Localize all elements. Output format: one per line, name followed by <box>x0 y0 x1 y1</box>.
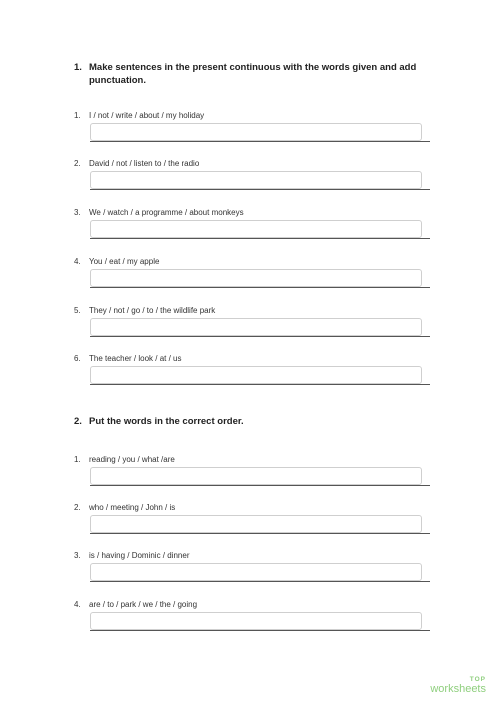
section-1-heading <box>74 61 454 87</box>
item-number: 6. <box>74 354 81 363</box>
answer-underline <box>90 485 430 486</box>
logo-main-text: worksheets <box>430 683 486 695</box>
answer-field[interactable] <box>90 366 422 384</box>
section-2-heading <box>74 415 454 428</box>
section-title: Make sentences in the present continuous with the words given and add punctuation. <box>89 62 417 86</box>
answer-underline <box>90 189 430 190</box>
section-number: 1. <box>74 62 82 73</box>
item-prompt: are / to / park / we / the / going <box>89 600 198 609</box>
answer-field[interactable] <box>90 563 422 581</box>
exercise-item <box>74 599 434 610</box>
exercise-item <box>74 353 434 364</box>
item-number: 2. <box>74 503 81 512</box>
item-number: 1. <box>74 455 81 464</box>
exercise-item <box>74 550 434 561</box>
answer-underline <box>90 581 430 582</box>
exercise-item <box>74 256 434 267</box>
item-prompt: We / watch / a programme / about monkeys <box>89 208 244 217</box>
item-prompt: The teacher / look / at / us <box>89 354 182 363</box>
item-prompt: David / not / listen to / the radio <box>89 159 200 168</box>
item-number: 4. <box>74 600 81 609</box>
topworksheets-logo <box>430 676 486 695</box>
item-prompt: They / not / go / to / the wildlife park <box>89 306 216 315</box>
answer-underline <box>90 141 430 142</box>
answer-field[interactable] <box>90 269 422 287</box>
answer-field[interactable] <box>90 515 422 533</box>
item-number: 3. <box>74 208 81 217</box>
exercise-item <box>74 110 434 121</box>
answer-field[interactable] <box>90 171 422 189</box>
item-prompt: You / eat / my apple <box>89 257 160 266</box>
answer-underline <box>90 384 430 385</box>
item-number: 1. <box>74 111 81 120</box>
item-number: 4. <box>74 257 81 266</box>
answer-underline <box>90 533 430 534</box>
answer-field[interactable] <box>90 318 422 336</box>
section-number: 2. <box>74 416 82 427</box>
exercise-item <box>74 502 434 513</box>
answer-field[interactable] <box>90 467 422 485</box>
section-title: Put the words in the correct order. <box>89 416 244 427</box>
answer-field[interactable] <box>90 123 422 141</box>
exercise-item <box>74 454 434 465</box>
item-prompt: reading / you / what /are <box>89 455 175 464</box>
answer-underline <box>90 238 430 239</box>
answer-underline <box>90 630 430 631</box>
exercise-item <box>74 158 434 169</box>
exercise-item <box>74 207 434 218</box>
answer-field[interactable] <box>90 220 422 238</box>
item-prompt: I / not / write / about / my holiday <box>89 111 205 120</box>
item-number: 5. <box>74 306 81 315</box>
logo-top-text: TOP <box>469 676 486 683</box>
item-number: 2. <box>74 159 81 168</box>
item-prompt: is / having / Dominic / dinner <box>89 551 190 560</box>
answer-field[interactable] <box>90 612 422 630</box>
item-prompt: who / meeting / John / is <box>89 503 176 512</box>
item-number: 3. <box>74 551 81 560</box>
exercise-item <box>74 305 434 316</box>
answer-underline <box>90 287 430 288</box>
answer-underline <box>90 336 430 337</box>
